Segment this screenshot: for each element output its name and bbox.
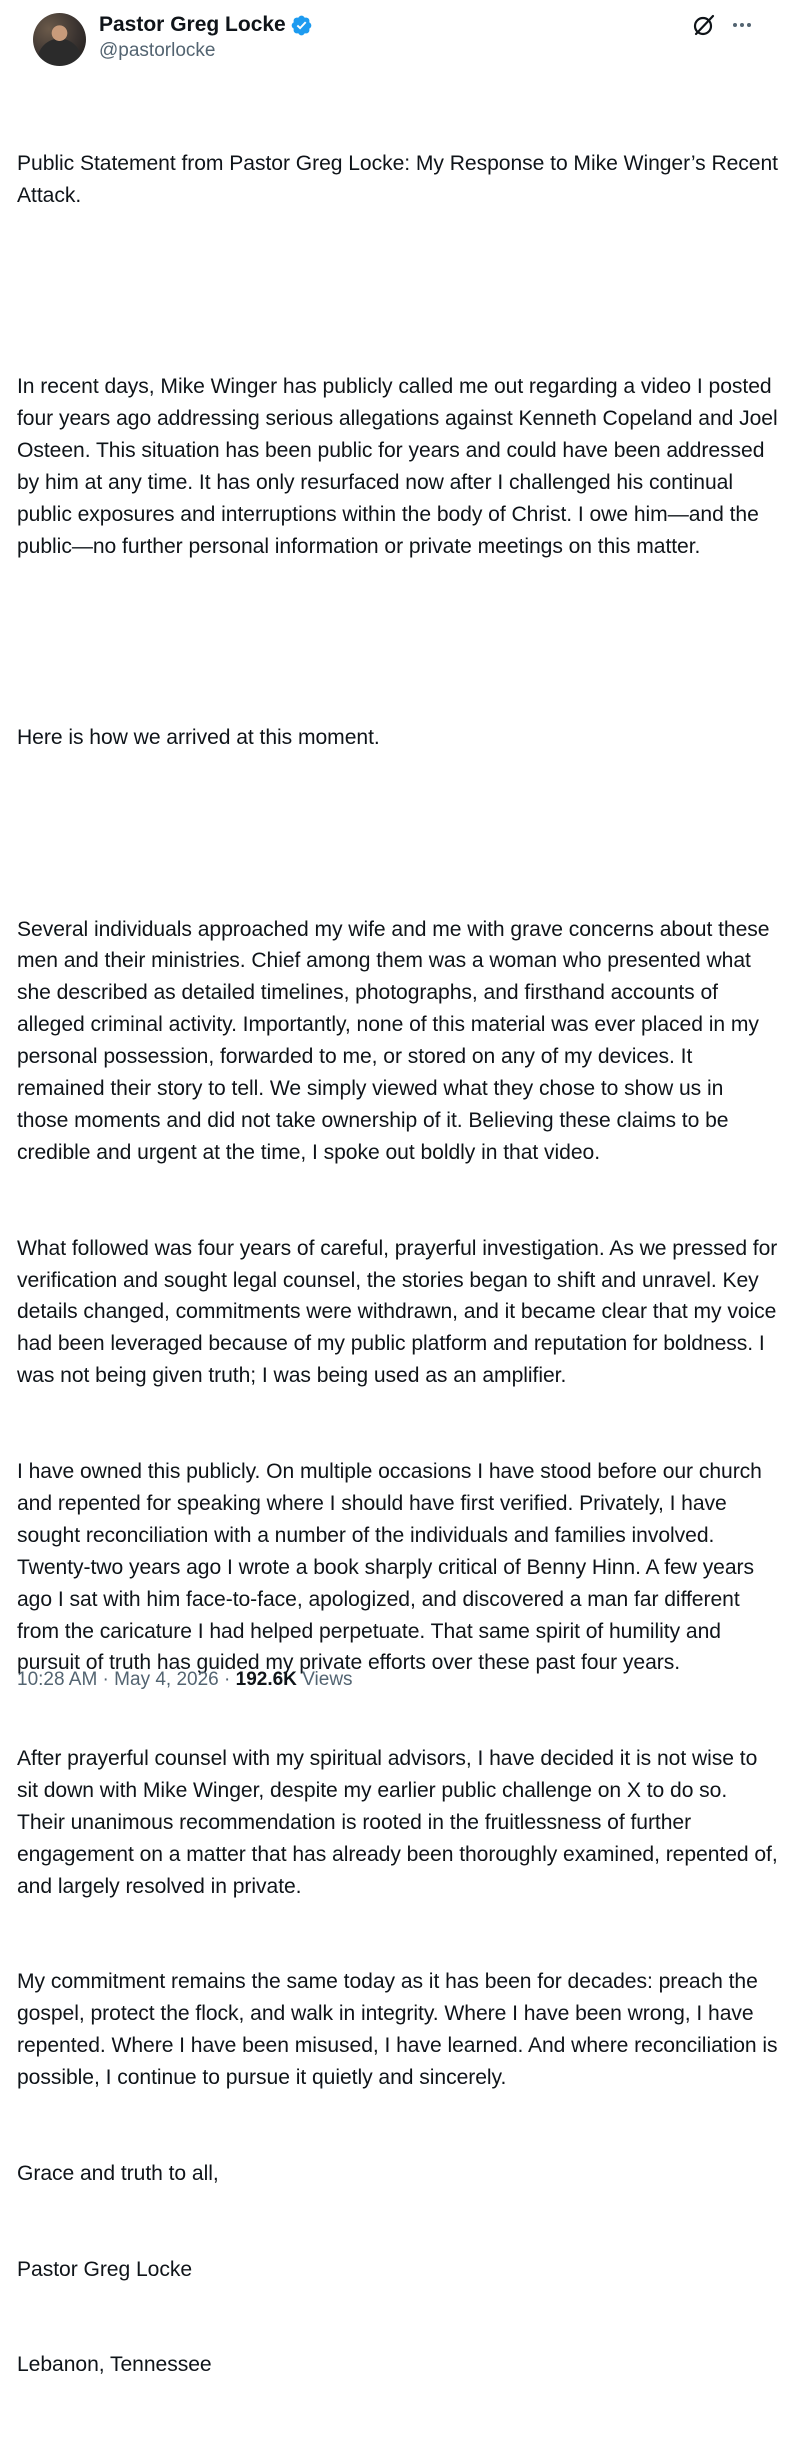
- more-button[interactable]: [725, 13, 759, 41]
- grok-button[interactable]: [687, 13, 721, 41]
- grok-icon: [691, 12, 717, 43]
- post-paragraph: Public Statement from Pastor Greg Locke: My Response to Mike Winger’s Recent Attack.: [17, 151, 783, 207]
- post-paragraph: [17, 818, 779, 850]
- post-paragraph: [17, 626, 779, 658]
- post-header: [17, 0, 773, 78]
- post-paragraph: After prayerful counsel with my spiritual advisors, I have decided it is not wise to sit down with Mike Winger, despite my earlier public challenge on X to do so. Their unanimous recommendation is rooted in the fruitlessness of further engagement on a matter that has already been thoroughly examined, repented of, and largely resolved in private.: [17, 1747, 784, 1898]
- top-actions: [687, 13, 759, 41]
- post-paragraph: What followed was four years of careful, prayerful investigation. As we pressed for verification and sought legal counsel, the stories began to shift and unravel. Key details changed, commitments were withdrawn, and it became clear that my voice had been leveraged because of my public platform and reputation for boldness. I was not being given truth; I was being used as an amplifier.: [17, 1236, 784, 1388]
- post-paragraph: My commitment remains the same today as it has been for decades: preach the gospel, protect the flock, and walk in integrity. Where I have been wrong, I have repented. Where I have been misused, I have learned. And where reconciliation is possible, I continue to pursue it quietly and sincerely.: [17, 1970, 784, 2090]
- name-row: [99, 12, 313, 38]
- display-name[interactable]: Pastor Greg Locke: [99, 13, 286, 36]
- meta-separator: ·: [97, 1669, 115, 1690]
- post-paragraph: Grace and truth to all,: [17, 2161, 219, 2185]
- views-label: Views: [296, 1669, 353, 1690]
- author-info: [99, 12, 313, 64]
- post-paragraph: Pastor Greg Locke: [17, 2257, 193, 2281]
- post-text: [17, 84, 784, 2445]
- post-paragraph: I have owned this publicly. On multiple occasions I have stood before our church and repented for speaking where I should have first verified. Privately, I have sought reconciliation with a number of the individuals and families involved. Twenty-two years ago I wrote a book sharply critical of Benny Hinn. A few years ago I sat with him face-to-face, apologized, and discovered a man far different from the caricature I had helped perpetuate. That same spirit of humility and pursuit of truth has guided my private efforts over these past four years.: [17, 1459, 768, 1675]
- post-paragraph: [17, 275, 779, 307]
- more-icon: [731, 14, 753, 41]
- meta-separator: ·: [218, 1669, 236, 1690]
- handle[interactable]: @pastorlocke: [99, 40, 216, 61]
- post-meta: [17, 1667, 353, 1693]
- post-paragraph: Several individuals approached my wife and me with grave concerns about these men and their ministries. Chief among them was a woman who presented what she described as detailed timelines, photographs, and firsthand accounts of alleged criminal activity. Importantly, none of this material was ever placed in my personal possession, forwarded to me, or stored on any of my devices. It remained their story to tell. We simply viewed what they chose to show us in those moments and did not take ownership of it. Believing these claims to be credible and urgent at the time, I spoke out boldly in that video.: [17, 917, 776, 1164]
- post-paragraph: Here is how we arrived at this moment.: [17, 726, 380, 750]
- verified-badge-icon: [290, 14, 313, 37]
- post-time[interactable]: 10:28 AM: [17, 1669, 98, 1690]
- avatar[interactable]: [33, 13, 86, 66]
- post-paragraph: In recent days, Mike Winger has publicly called me out regarding a video I posted four years ago addressing serious allegations against Kenneth Copeland and Joel Osteen. This situation has been public for years and could have been addressed by him at any time. It has only resurfaced now after I challenged his continual public exposures and interruptions within the body of Christ. I owe him—and the public—no further personal information or private meetings on this matter.: [17, 375, 784, 558]
- views-count: 192.6K: [235, 1669, 297, 1690]
- post-date[interactable]: May 4, 2026: [114, 1669, 219, 1690]
- post-paragraph: Lebanon, Tennessee: [17, 2353, 212, 2377]
